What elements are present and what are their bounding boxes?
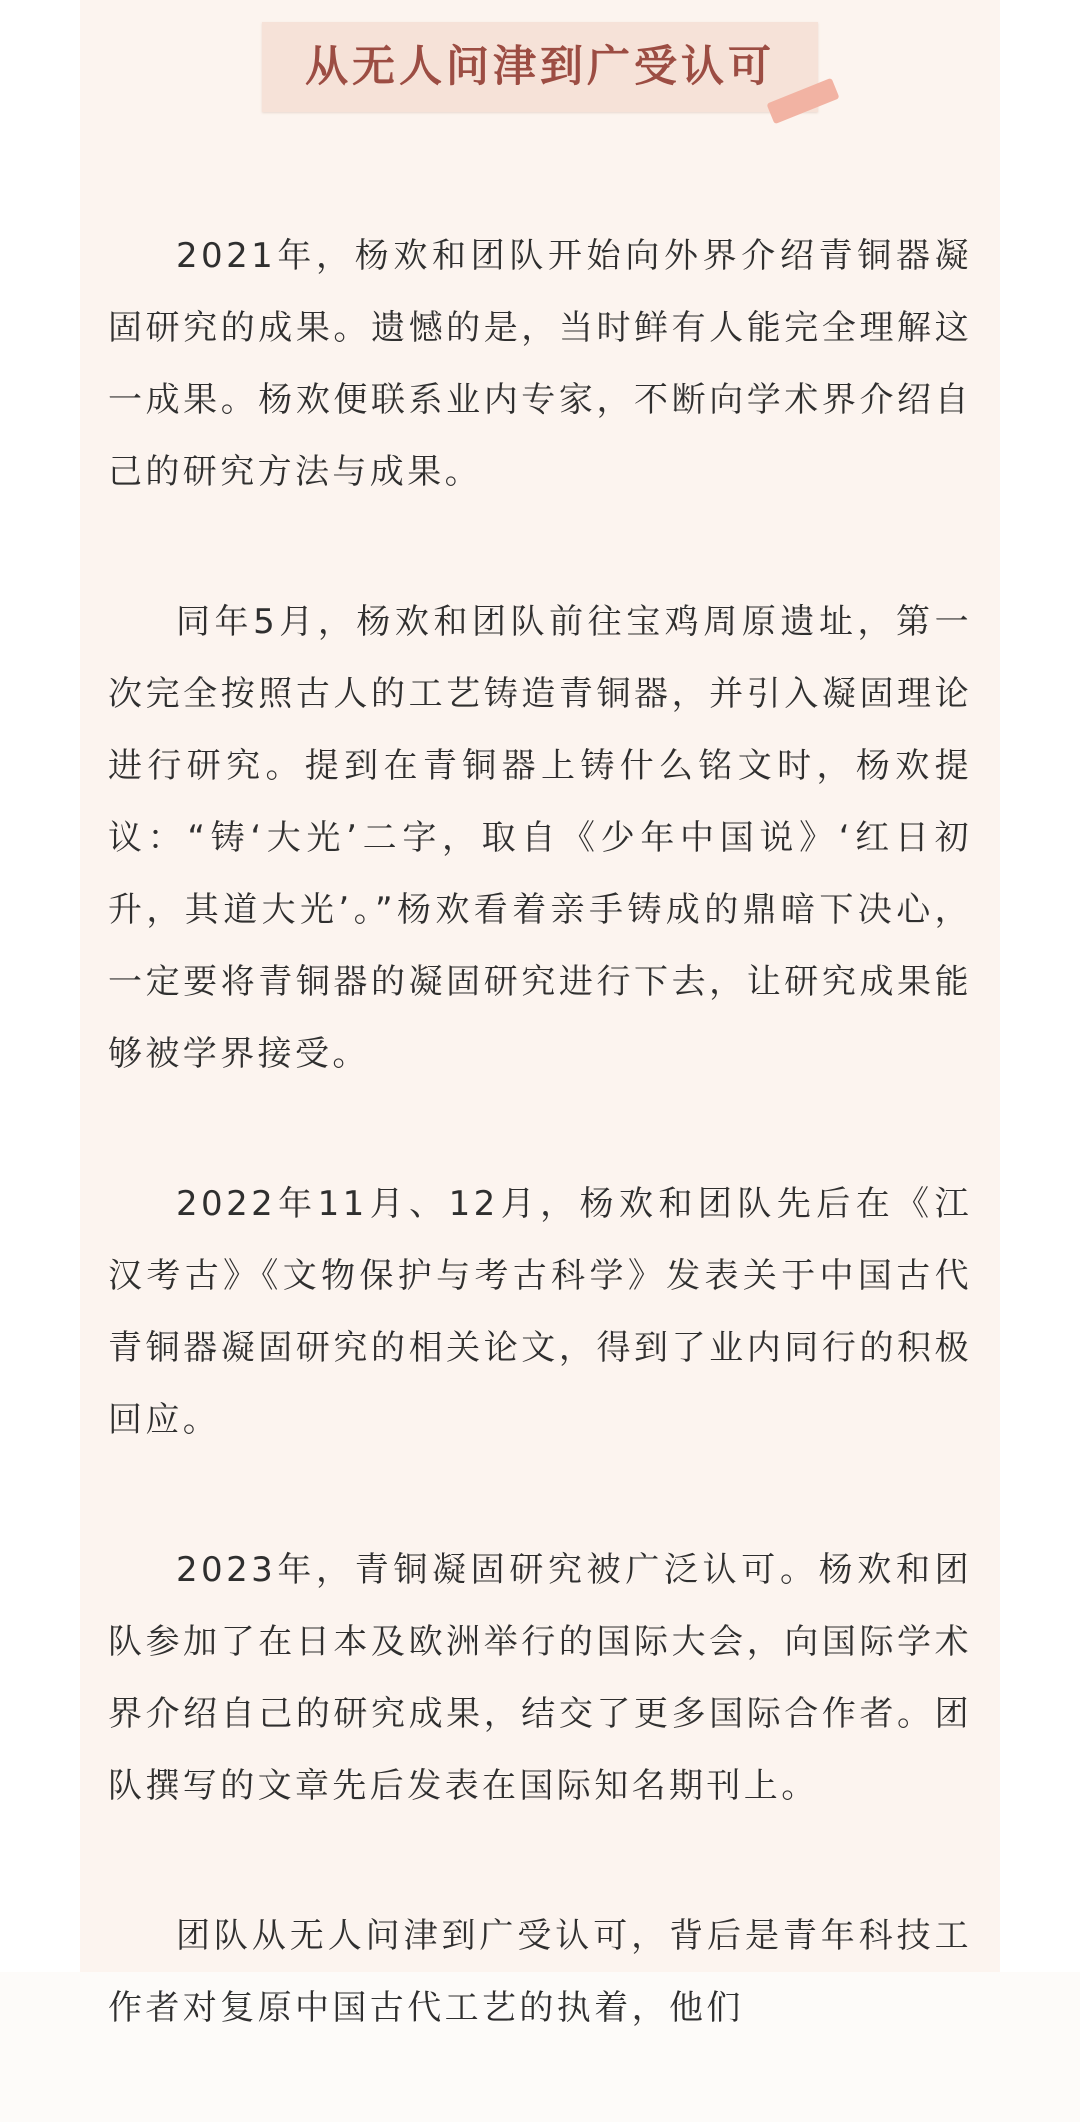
paragraph-4: 2023年，青铜凝固研究被广泛认可。杨欢和团队参加了在日本及欧洲举行的国际大会，向国际学术界介绍自己的研究成果，结交了更多国际合作者。团队撰写的文章先后发表在国际知名期刊上。 <box>108 1550 972 1806</box>
article-body <box>108 220 972 2122</box>
paragraph-2: 同年5月，杨欢和团队前往宝鸡周原遗址，第一次完全按照古人的工艺铸造青铜器，并引入凝固理论进行研究。提到在青铜器上铸什么铭文时，杨欢提议：“铸‘大光’二字，取自《少年中国说》‘红日初升，其道大光’。”杨欢看着亲手铸成的鼎暗下决心，一定要将青铜器的凝固研究进行下去，让研究成果能够被学界接受。 <box>108 602 972 1074</box>
paragraph-5: 团队从无人问津到广受认可，背后是青年科技工作者对复原中国古代工艺的执着，他们 <box>108 1916 972 2028</box>
paragraph-3: 2022年11月、12月，杨欢和团队先后在《江汉考古》《文物保护与考古科学》发表关于中国古代青铜器凝固研究的相关论文，得到了业内同行的积极回应。 <box>108 1184 972 1440</box>
article-title: 从无人问津到广受认可 <box>305 42 775 92</box>
article-card <box>80 0 1000 2028</box>
paragraph-1: 2021年，杨欢和团队开始向外界介绍青铜器凝固研究的成果。遗憾的是，当时鲜有人能完全理解这一成果。杨欢便联系业内专家，不断向学术界介绍自己的研究方法与成果。 <box>108 236 972 492</box>
title-banner <box>262 22 818 112</box>
